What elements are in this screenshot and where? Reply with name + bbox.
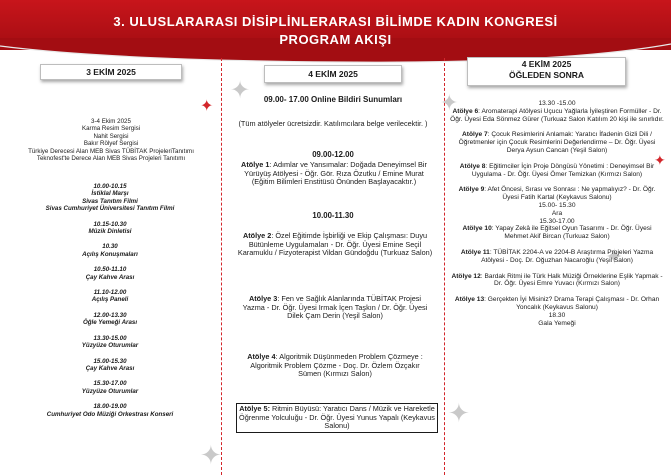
schedule-event: Çay Kahve Arası <box>85 364 135 372</box>
session-time: 09.00-12.00 <box>312 150 354 159</box>
intro-line: Nahit Sergisi <box>93 132 129 140</box>
sparkle-icon: ✦ <box>200 98 214 115</box>
intro-line: Teknofest'te Derece Alan MEB Sivas Projeleri Tanıtımı <box>36 155 186 163</box>
session-time: 15.30-17.00 <box>539 217 575 225</box>
workshop-text: : Bardak Ritmi ile Türk Halk Müziği Örneklerine Eşlik Yapmak - Dr. Öğr. Üyesi Emre Yuvacı (Kırmızı Salon) <box>480 272 663 288</box>
intro-line: Bakır Rölyef Sergisi <box>83 140 139 148</box>
schedule-time: 10.50-11.10 <box>93 266 127 274</box>
sparkle-icon: ✦ <box>440 90 459 115</box>
workshop-label: Atölye 9 <box>458 186 485 194</box>
workshop-10 <box>450 225 664 241</box>
workshop-12 <box>450 273 664 289</box>
schedule-time: 10.15-10.30 <box>93 220 127 228</box>
workshop-label: Atölye 4 <box>247 352 276 361</box>
afternoon-program <box>450 100 664 327</box>
workshop-2 <box>236 232 434 258</box>
workshop-label: Atölye 2 <box>242 231 272 240</box>
schedule-time: 10.00-10.15 <box>93 183 127 190</box>
schedule-time: 12.00-13.30 <box>93 311 127 319</box>
day2-afternoon-heading <box>467 57 626 86</box>
workshop-text: : Özel Eğitimde İşbirliği ve Ekip Çalışması: Duyu Bütünleme Uygulamaları - Dr. Öğr. Üyesi Emine Seçil Karamuklu / Fizyoterapist Vildan Gündoğdu (Turkuaz Salon) <box>237 231 433 258</box>
session-time: 18.30 <box>548 311 566 319</box>
schedule-event: İstiklal Marşı <box>91 190 129 198</box>
column-divider-left <box>221 58 222 475</box>
workshop-text: : TÜBİTAK 2204-A ve 2204-B Araştırma Projeleri Yazma Atölyesi - Doç. Dr. Oğuzhan Nacaroğlu (Yeşil Salon) <box>481 248 654 264</box>
sparkle-icon: ✦ <box>230 77 251 104</box>
schedule-time: 15.00-15.30 <box>93 357 127 365</box>
gala-dinner: Gala Yemeği <box>538 319 576 327</box>
session-time: 15.00- 15.30 <box>538 201 576 209</box>
workshop-label: Atölye 6 <box>452 107 479 115</box>
day1-intro <box>2 118 220 162</box>
sparkle-icon: ✦ <box>654 152 666 168</box>
schedule-time: 10.30 <box>102 243 118 251</box>
schedule-time: 13.30-15.00 <box>93 334 127 342</box>
workshop-7 <box>450 131 664 154</box>
workshop-label: Atölye 8 <box>459 162 486 170</box>
workshop-label: Atölye 10 <box>462 225 492 233</box>
workshop-11 <box>450 249 664 265</box>
workshop-label: Atölye 13 <box>454 296 485 304</box>
workshop-label: Atölye 12 <box>451 272 481 280</box>
workshop-3 <box>238 295 432 321</box>
column-divider-right <box>444 58 445 475</box>
workshop-text: : Adımlar ve Yansımalar: Doğada Deneyimsel Bir Yürüyüş Atölyesi - Öğr. Gör. Rıza Özutku / Emine Murat (Eğitim Bilimleri Enstitüsü Önünden Başlayacaktır.) <box>244 160 427 187</box>
online-sessions: 09.00- 17.00 Online Bildiri Sunumları <box>263 95 403 104</box>
workshop-text: : Algoritmik Düşünmeden Problem Çözmeye : Algoritmik Problem Çözme - Doç. Dr. Özlem Özçakır Sümen (Kırmızı Salon) <box>250 352 423 379</box>
workshop-label: Atölye 5: <box>239 404 271 413</box>
break-label: Ara <box>551 209 563 217</box>
schedule-event: Yüzyüze Oturumlar <box>81 387 139 395</box>
schedule-event: Yüzyüze Oturumlar <box>81 342 139 350</box>
workshop-text: : Çocuk Resimlerini Anlamak: Yaratıcı İfadenin Gizli Dili / Öğretmenler için Çocuk Resimlerini Değerlendirme – Dr. Öğr. Üyesi Derya Aysun Cancan (Yeşil Salon) <box>458 131 656 154</box>
workshop-label: Atölye 11 <box>460 248 490 256</box>
workshop-text: : Afet Öncesi, Sırası ve Sonrası : Ne yapmalıyız? - Dr. Öğr. Üyesi Fatih Kartal (Keykavus Salonu) <box>484 186 656 202</box>
session-time: 10.00-11.30 <box>312 211 354 220</box>
workshop-4 <box>238 353 432 379</box>
workshop-text: Ritmin Büyüsü: Yaratıcı Dans / Müzik ve Hareketle Öğrenme Yolculuğu - Dr. Öğr. Üyesi Yunus Yapalı (Keykavus Salonu) <box>239 404 435 431</box>
workshop-text: : Fen ve Sağlık Alanlarında TÜBİTAK Projesi Yazma - Dr. Öğr. Üyesi Irmak İçen Taşkın / Dr. Öğr. Üyesi Dilek Çam Derin (Yeşil Salon) <box>242 294 428 321</box>
sparkle-icon: ✦ <box>448 398 470 428</box>
workshop-text: : Yapay Zekâ ile Eğitsel Oyun Tasarımı - Dr. Öğr. Üyesi Mehmet Akif Bircan (Turkuaz Salon) <box>491 225 652 241</box>
schedule-time: 11.10-12.00 <box>93 289 127 297</box>
workshop-13 <box>450 296 664 312</box>
congress-title: 3. ULUSLARARASI DİSİPLİNLERARASI BİLİMDE KADIN KONGRESİ <box>113 14 558 29</box>
workshop-text: : Gerçekten İyi Misiniz? Drama Terapi Çalışması - Dr. Orhan Yoncalık (Keykavus Salonu) <box>484 296 660 311</box>
program-title: PROGRAM AKIŞI <box>279 32 392 47</box>
sparkle-icon: ✦ <box>605 244 624 269</box>
workshop-label: Atölye 7 <box>462 131 488 139</box>
free-workshops-note: (Tüm atölyeler ücretsizdir. Katılımcılara belge verilecektir. ) <box>238 119 428 128</box>
day1-schedule <box>0 183 220 418</box>
workshop-9 <box>450 186 664 202</box>
schedule-event: Açılış Konuşmaları <box>82 250 138 258</box>
workshop-8 <box>450 163 664 179</box>
sparkle-icon: ✦ <box>200 440 222 470</box>
workshop-text: : Aromaterapi Atölyesi Uçucu Yağlarla İyileştiren Formüller - Dr. Öğr. Üyesi Eda Sönmez Gürer (Turkuaz Salon Katılım 20 kişi ile sınırlıdır. <box>450 107 664 123</box>
schedule-event: Müzik Dinletisi <box>88 228 132 236</box>
workshop-label: Atölye 3 <box>248 294 278 303</box>
schedule-event: Sivas Cumhuriyet Üniversitesi Tanıtım Filmi <box>45 205 175 213</box>
schedule-time: 15.30-17.00 <box>93 380 127 388</box>
day2-afternoon-label: ÖĞLEDEN SONRA <box>508 70 585 80</box>
day2-afternoon-date: 4 EKİM 2025 <box>521 59 572 69</box>
workshop-1 <box>238 161 430 187</box>
workshop-text: : Eğitimciler İçin Proje Döngüsü Yönetimi : Deneyimsel Bir Uygulama - Dr. Öğr. Üyesi Ömer Temizkan (Kırmızı Salon) <box>471 162 655 178</box>
intro-line: Türkiye Derecesi Alan MEB Sivas TÜBİTAK ProjeleriTanıtımı <box>28 147 194 155</box>
day2-heading: 4 EKİM 2025 <box>264 65 402 83</box>
intro-line: Karma Resim Sergisi <box>81 125 141 133</box>
schedule-event: Sivas Tanıtım Filmi <box>82 197 138 205</box>
schedule-event: Cumhuriyet Odo Müziği Orkestrası Konseri <box>46 410 174 418</box>
intro-line: 3-4 Ekim 2025 <box>91 118 131 125</box>
schedule-event: Çay Kahve Arası <box>85 273 135 281</box>
schedule-time: 18.00-19.00 <box>93 403 127 411</box>
session-time: 13.30 -15.00 <box>538 100 576 107</box>
workshop-6 <box>450 108 664 124</box>
workshop-5 <box>236 403 438 433</box>
day1-heading: 3 EKİM 2025 <box>40 64 182 80</box>
schedule-event: Öğle Yemeği Arası <box>82 319 138 327</box>
workshop-label: Atölye 1 <box>241 160 270 169</box>
schedule-event: Açılış Paneli <box>91 296 129 304</box>
